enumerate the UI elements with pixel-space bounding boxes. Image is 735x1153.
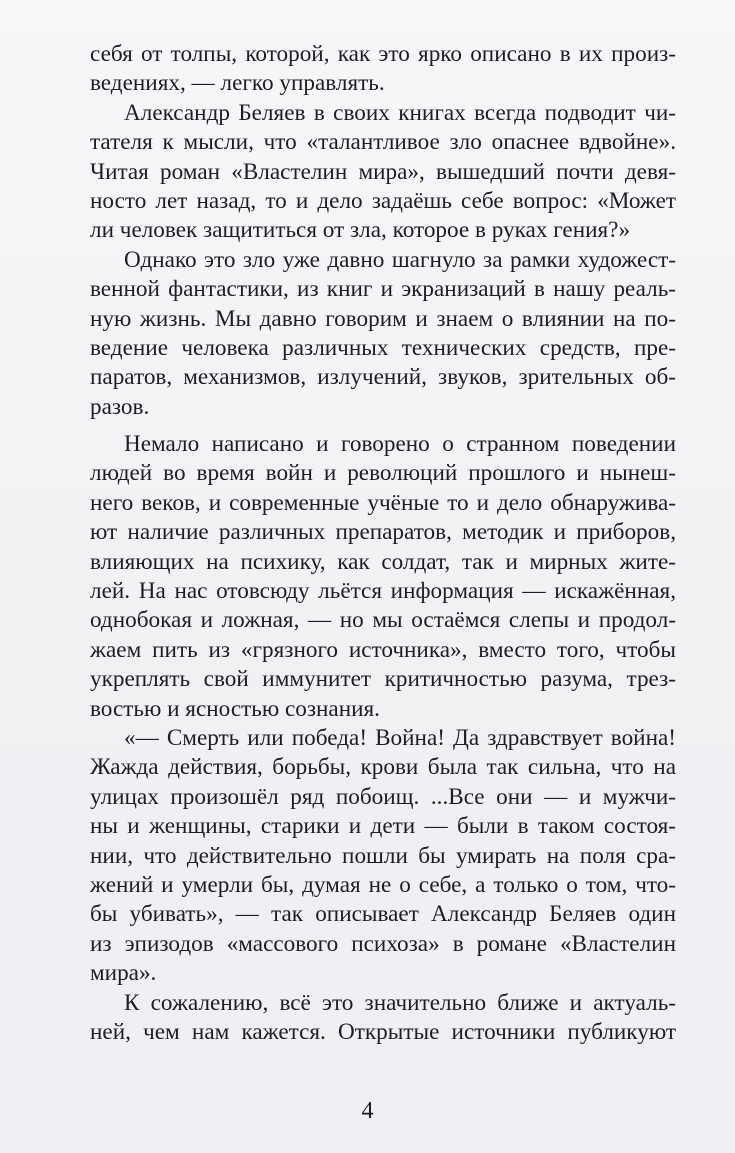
text-line: Александр Беляев в своих книгах всегда подводит чи-: [124, 99, 676, 126]
text-line: нии, что действительно пошли бы умирать на поля сра-: [90, 842, 676, 869]
text-line: ны и женщины, старики и дети — были в таком состоя-: [90, 813, 676, 840]
text-line: однобокая и ложная, — но мы остаёмся слепы и продол-: [90, 607, 676, 634]
text-line: «— Смерть или победа! Война! Да здравствует война!: [124, 724, 676, 751]
text-line: носто лет назад, то и дело задаёшь себе вопрос: «Может: [90, 187, 676, 214]
text-line: укреплять свой иммунитет критичностью разума, трез-: [90, 666, 676, 693]
text-line: разов.: [90, 393, 150, 420]
text-line: жаем пить из «грязного источника», вместо того, чтобы: [90, 636, 676, 663]
text-line: ведение человека различных технических средств, пре-: [90, 334, 676, 361]
text-line: востью и ясностью сознания.: [90, 695, 380, 722]
text-line: ли человек защититься от зла, которое в руках гения?»: [90, 217, 631, 244]
text-line: паратов, механизмов, излучений, звуков, зрительных об-: [90, 364, 676, 391]
text-line: венной фантастики, из книг и экранизаций в нашу реаль-: [90, 276, 676, 303]
text-line: из эпизодов «массового психоза» в романе «Властелин: [90, 930, 676, 957]
text-line: Немало написано и говорено о странном поведении: [124, 431, 676, 458]
text-line: себя от толпы, которой, как это ярко описано в их произ-: [90, 41, 676, 67]
text-line: него веков, и современные учёные то и дело обнаружива-: [90, 489, 676, 516]
paragraph: [90, 40, 676, 99]
page-number: 4: [361, 1098, 374, 1124]
text-line: К сожалению, всё это значительно ближе и актуаль-: [124, 989, 676, 1016]
text-line: Однако это зло уже давно шагнуло за рамки художест-: [124, 246, 676, 273]
paragraph: [90, 99, 676, 246]
text-line: тателя к мысли, что «талантливое зло опаснее вдвойне».: [90, 129, 676, 156]
text-line: людей во время войн и революций прошлого и нынеш-: [90, 460, 676, 487]
text-line: бы убивать», — так описывает Александр Беляев один: [90, 901, 676, 928]
text-line: ную жизнь. Мы давно говорим и знаем о влиянии на по-: [90, 305, 676, 332]
paragraph: [90, 430, 676, 724]
text-line: ведениях, — легко управлять.: [90, 70, 385, 97]
text-line: Читая роман «Властелин мира», вышедший почти девя-: [90, 158, 676, 185]
paragraph: [90, 246, 676, 422]
body-text: [90, 40, 676, 1047]
text-line: ют наличие различных препаратов, методик и приборов,: [90, 519, 676, 546]
text-line: лей. На нас отовсюду льётся информация — искажённая,: [90, 578, 676, 605]
text-line: улицах произошёл ряд побоищ. ...Все они — и мужчи-: [90, 783, 676, 810]
text-line: влияющих на психику, как солдат, так и мирных жите-: [90, 548, 676, 575]
text-line: Жажда действия, борьбы, крови была так сильна, что на: [90, 754, 676, 781]
paragraph: [90, 724, 676, 989]
text-line: жений и умерли бы, думая не о себе, а только о том, что-: [90, 871, 676, 898]
paragraph: [90, 989, 676, 1048]
text-line: мира».: [90, 960, 157, 987]
text-line: ней, чем нам кажется. Открытые источники публикуют: [90, 1018, 676, 1045]
